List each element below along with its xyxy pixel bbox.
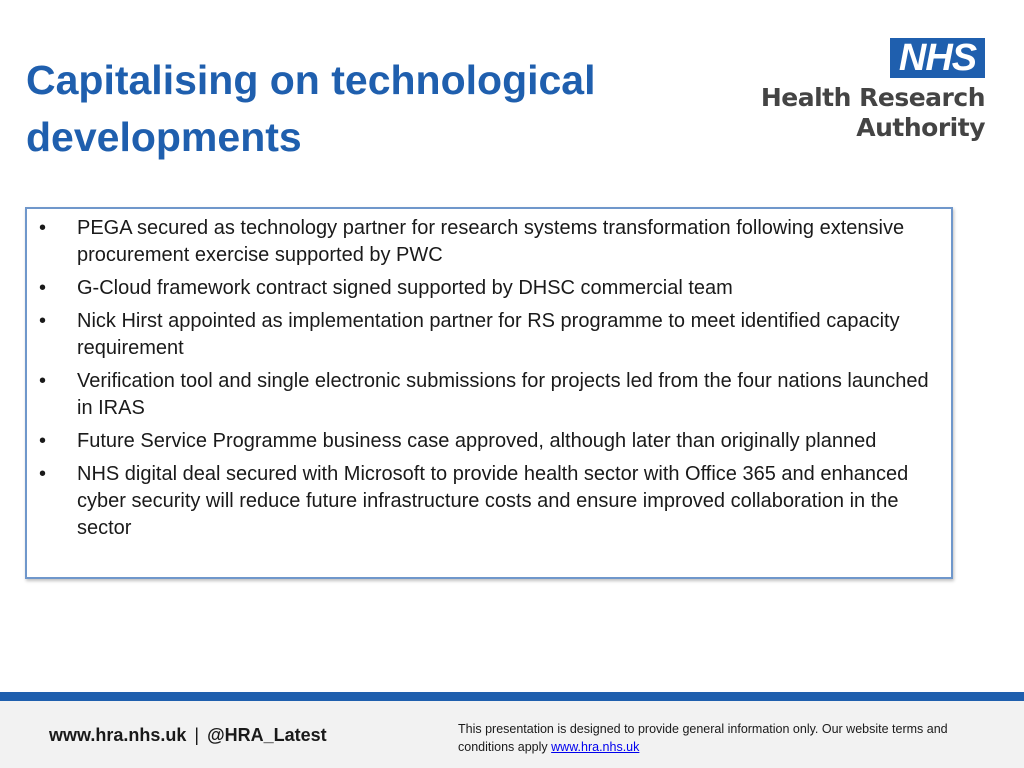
bullet-text: NHS digital deal secured with Microsoft to provide health sector with Office 365 and enhanced cyber security will reduce future infrastructure costs and ensure improved collaboration in the sector [77,463,909,539]
logo-line-health-research: Health Research [760,83,985,112]
footer-disclaimer [458,720,1003,756]
bullet-item [39,368,931,422]
footer-band [0,692,1024,701]
website-link[interactable]: www.hra.nhs.uk [551,740,640,754]
bullet-item [39,215,931,269]
footer-twitter: @HRA_Latest [207,725,327,745]
bullet-marker: • [39,370,47,392]
bullet-marker: • [39,463,47,485]
disclaimer-text: This presentation is designed to provide general information only. Our website terms and conditions apply [458,722,948,754]
footer [0,701,1024,768]
bullet-text: Verification tool and single electronic submissions for projects led from the four nations launched in IRAS [77,370,929,419]
bullet-marker: • [39,277,47,299]
bullet-list [27,209,951,542]
bullet-marker: • [39,217,47,239]
bullet-marker: • [39,430,47,452]
nhs-logo-box: NHS [890,38,985,78]
bullet-item [39,308,931,362]
bullet-item [39,461,931,542]
footer-separator: | [194,725,200,745]
slide-title: Capitalising on technological developments [26,57,596,160]
bullet-text: G-Cloud framework contract signed supported by DHSC commercial team [77,277,733,299]
logo-line-authority: Authority [856,113,985,142]
bullet-text: Future Service Programme business case approved, although later than originally planned [77,430,877,452]
bullet-item [39,275,931,302]
bullet-item [39,428,931,455]
nhs-hra-logo [760,37,988,146]
footer-website: www.hra.nhs.uk [49,725,187,745]
bullet-marker: • [39,310,47,332]
bullet-text: Nick Hirst appointed as implementation partner for RS programme to meet identified capacity requirement [77,310,900,359]
bullet-text: PEGA secured as technology partner for research systems transformation following extensive procurement exercise supported by PWC [77,217,905,266]
footer-contact [49,725,327,746]
content-box [25,207,953,579]
